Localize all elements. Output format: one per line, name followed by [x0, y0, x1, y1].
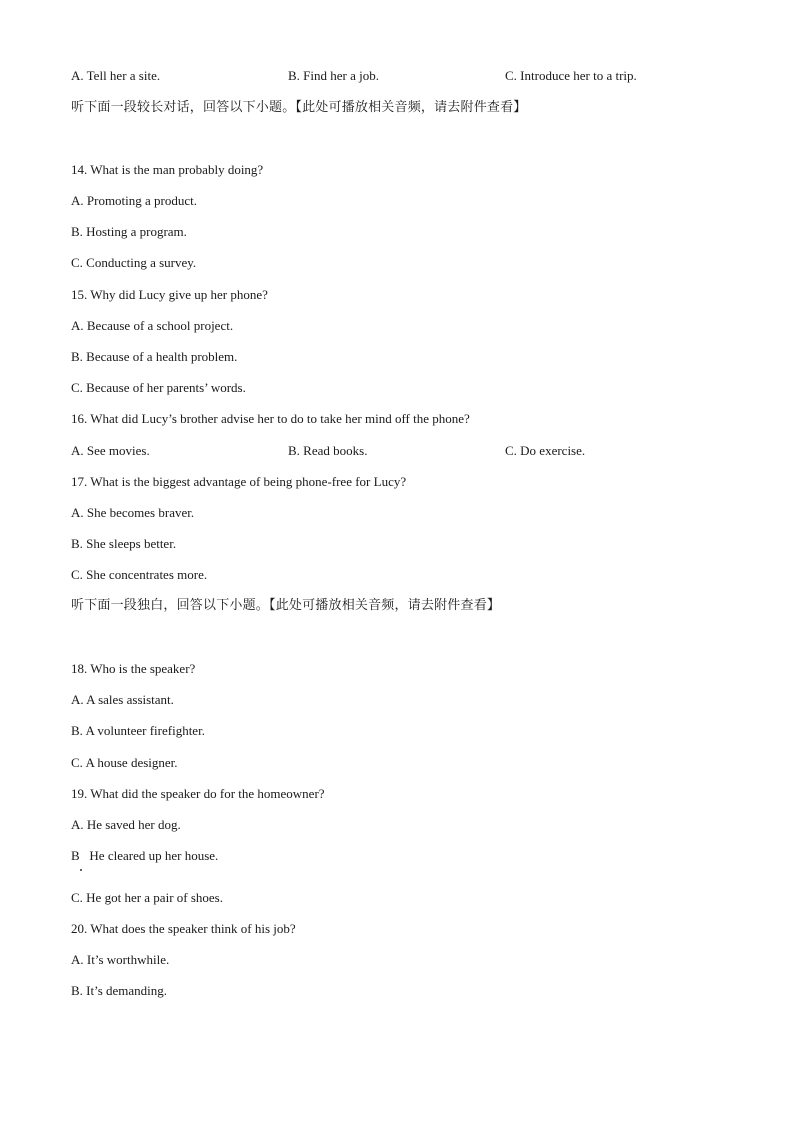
q13-option-a: A. Tell her a site. [71, 68, 161, 83]
q17-question: 17. What is the biggest advantage of being phone-free for Lucy? [71, 474, 407, 489]
q16-option-a: A. See movies. [71, 443, 150, 458]
q14-question: 14. What is the man probably doing? [71, 162, 264, 177]
q15-option-c: C. Because of her parents’ words. [71, 380, 246, 395]
q14-option-c: C. Conducting a survey. [71, 255, 197, 270]
q13-option-b: B. Find her a job. [288, 68, 379, 83]
q14-option-a: A. Promoting a product. [71, 193, 198, 208]
stray-dot [80, 869, 82, 871]
q18-question: 18. Who is the speaker? [71, 661, 196, 676]
q16-option-b: B. Read books. [288, 443, 368, 458]
q16-option-c: C. Do exercise. [505, 443, 586, 458]
q19-option-c: C. He got her a pair of shoes. [71, 890, 223, 905]
q15-option-b: B. Because of a health problem. [71, 349, 238, 364]
q18-option-b: B. A volunteer firefighter. [71, 723, 205, 738]
q18-option-c: C. A house designer. [71, 755, 178, 770]
q20-option-b: B. It’s demanding. [71, 983, 168, 998]
q14-option-b: B. Hosting a program. [71, 224, 187, 239]
instruction-monologue: 听下面一段独白，回答以下小题。【此处可播放相关音频，请去附件查看】 [71, 598, 501, 613]
instruction-dialogue: 听下面一段较长对话，回答以下小题。【此处可播放相关音频，请去附件查看】 [71, 100, 527, 115]
q17-option-a: A. She becomes braver. [71, 505, 195, 520]
q20-option-a: A. It’s worthwhile. [71, 952, 170, 967]
q19-option-a: A. He saved her dog. [71, 817, 181, 832]
q17-option-c: C. She concentrates more. [71, 567, 208, 582]
q18-option-a: A. A sales assistant. [71, 692, 174, 707]
q19-question: 19. What did the speaker do for the homeowner? [71, 786, 325, 801]
q20-question: 20. What does the speaker think of his job? [71, 921, 296, 936]
q13-option-c: C. Introduce her to a trip. [505, 68, 637, 83]
q15-option-a: A. Because of a school project. [71, 318, 234, 333]
q17-option-b: B. She sleeps better. [71, 536, 177, 551]
q15-question: 15. Why did Lucy give up her phone? [71, 287, 268, 302]
q19-option-b: B He cleared up her house. [71, 848, 219, 863]
q16-question: 16. What did Lucy’s brother advise her to do to take her mind off the phone? [71, 411, 470, 426]
